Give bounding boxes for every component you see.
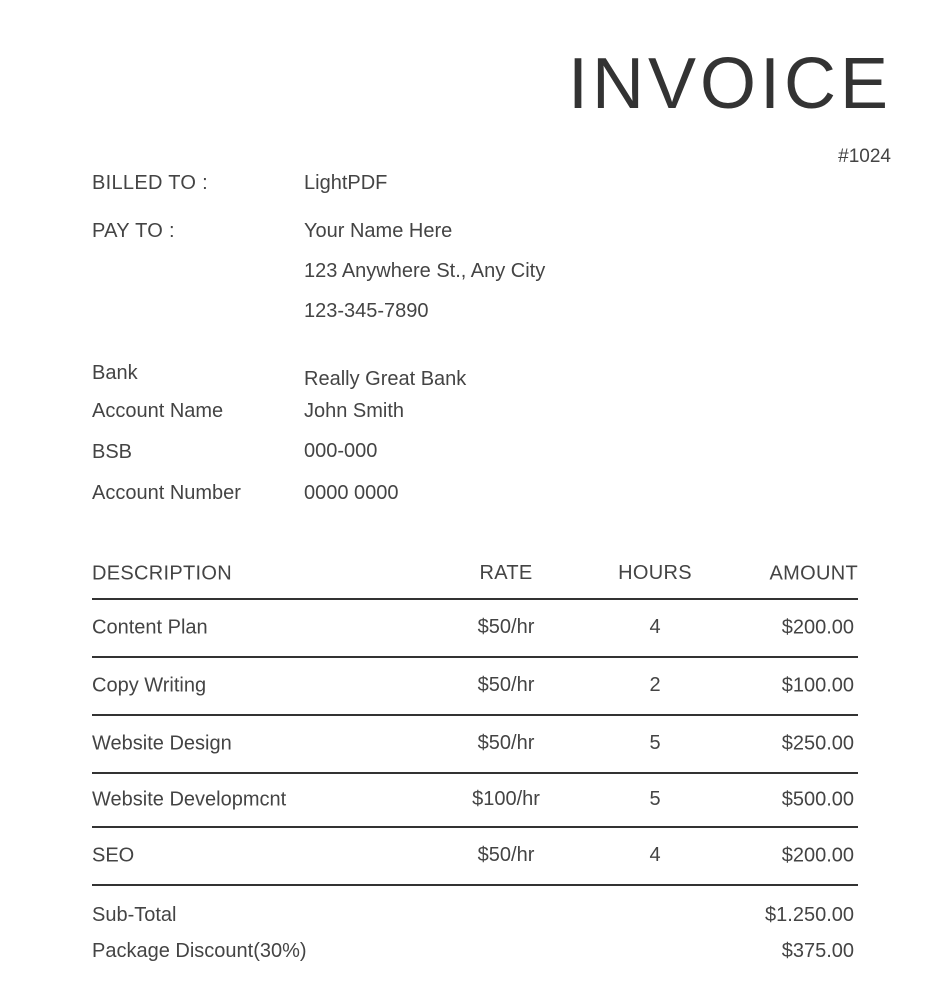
subtotal-value: $1.250.00 bbox=[765, 904, 854, 926]
account-name-label: Account Name bbox=[92, 400, 224, 422]
account-number-label: Account Number bbox=[92, 482, 241, 504]
bank-value: Really Great Bank bbox=[304, 368, 467, 390]
account-name-value: John Smith bbox=[304, 400, 405, 422]
billed-to-value: LightPDF bbox=[304, 172, 388, 194]
table-row: Website Design $50/hr 5 $250.00 bbox=[92, 716, 858, 774]
line-items-table bbox=[92, 550, 858, 886]
bsb-value: 000-000 bbox=[304, 440, 378, 462]
table-row: SEO $50/hr 4 $200.00 bbox=[92, 828, 858, 886]
bsb-label: BSB bbox=[92, 441, 133, 463]
table-header-row: DESCRIPTION RATE HOURS AMOUNT bbox=[92, 550, 858, 600]
row-amount: $200.00 bbox=[781, 844, 854, 867]
row-amount: $200.00 bbox=[781, 616, 854, 639]
pay-to-name: Your Name Here bbox=[304, 220, 453, 242]
subtotal-label: Sub-Total bbox=[92, 904, 177, 926]
account-number-value: 0000 0000 bbox=[304, 482, 399, 504]
row-amount: $100.00 bbox=[781, 674, 854, 697]
row-amount: $250.00 bbox=[781, 732, 854, 755]
row-description: SEO bbox=[92, 844, 135, 867]
table-row: Content Plan $50/hr 4 $200.00 bbox=[92, 600, 858, 658]
table-row: Website Developmcnt $100/hr 5 $500.00 bbox=[92, 774, 858, 828]
header-amount: AMOUNT bbox=[769, 562, 858, 585]
header-description: DESCRIPTION bbox=[92, 562, 232, 585]
pay-to-address: 123 Anywhere St., Any City bbox=[304, 260, 546, 282]
discount-value: $375.00 bbox=[781, 940, 854, 962]
row-amount: $500.00 bbox=[781, 788, 854, 811]
row-description: Website Developmcnt bbox=[92, 788, 287, 811]
invoice-number: #1024 bbox=[838, 146, 891, 167]
invoice-title: INVOICE bbox=[567, 44, 892, 124]
table-row: Copy Writing $50/hr 2 $100.00 bbox=[92, 658, 858, 716]
row-description: Content Plan bbox=[92, 616, 208, 639]
billed-to-label: BILLED TO : bbox=[92, 172, 208, 194]
row-description: Website Design bbox=[92, 732, 232, 755]
pay-to-phone: 123-345-7890 bbox=[304, 300, 429, 322]
bank-label: Bank bbox=[92, 362, 138, 384]
discount-label: Package Discount(30%) bbox=[92, 940, 307, 962]
pay-to-label: PAY TO : bbox=[92, 220, 175, 242]
row-description: Copy Writing bbox=[92, 674, 207, 697]
